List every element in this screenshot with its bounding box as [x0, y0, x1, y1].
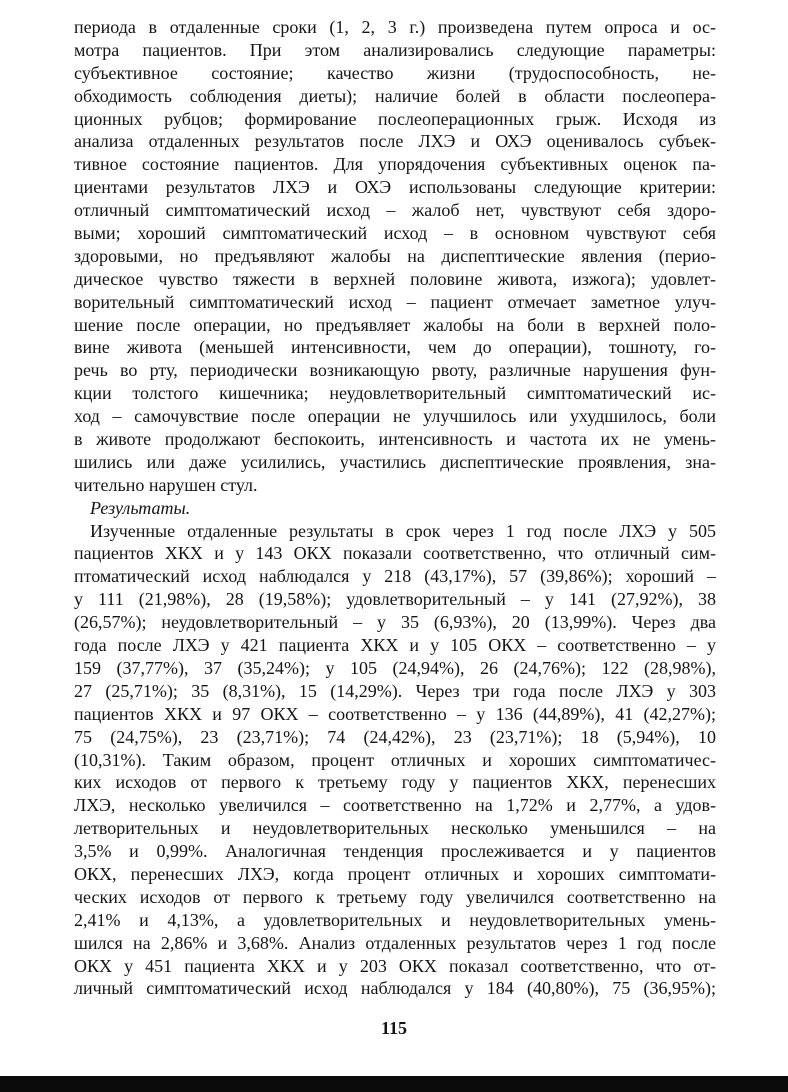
text-line: обходимость соблюдения диеты); наличие болей в области послеопера- [74, 85, 716, 106]
text-line: мотра пациентов. При этом анализировались следующие параметры: [74, 39, 716, 60]
text-line: личный симптоматический исход наблюдался у 184 (40,80%), 75 (36,95%); [74, 978, 716, 999]
text-line: вине живота (меньшей интенсивности, чем до операции), тошноту, го- [74, 337, 716, 358]
text-line: ОКХ у 451 пациента ХКХ и у 203 ОКХ показал соответственно, что от- [74, 955, 716, 976]
scan-edge-bar [0, 1076, 788, 1092]
text-line: птоматический исход наблюдался у 218 (43,17%), 57 (39,86%); хороший – [74, 566, 716, 587]
text-line: шение после операции, но предъявляет жалобы на боли в верхней поло- [74, 314, 716, 335]
text-line: тивное состояние пациентов. Для упорядочения субъективных оценок па- [74, 154, 716, 175]
section-heading: Результаты. [90, 497, 191, 518]
text-line: в животе продолжают беспокоить, интенсивность и частота их не умень- [74, 429, 716, 450]
text-line: ческих исходов от первого к третьему году увеличился соответственно на [74, 886, 716, 907]
text-line: отличный симптоматический исход – жалоб нет, чувствуют себя здоро- [74, 200, 716, 221]
text-line: ОКХ, перенесших ЛХЭ, когда процент отличных и хороших симптомати- [74, 863, 716, 884]
text-line: ционных рубцов; формирование послеоперационных грыж. Исходя из [74, 108, 716, 129]
text-line: субъективное состояние; качество жизни (трудоспособность, не- [74, 62, 716, 83]
text-line: выми; хороший симптоматический исход – в основном чувствуют себя [74, 223, 716, 244]
text-line: 3,5% и 0,99%. Аналогичная тенденция прослеживается и у пациентов [74, 841, 716, 862]
text-line: ворительный симптоматический исход – пациент отмечает заметное улуч- [74, 291, 716, 312]
text-line: Изученные отдаленные результаты в срок через 1 год после ЛХЭ у 505 [90, 520, 716, 541]
text-line: речь во рту, периодически возникающую рвоту, различные нарушения фун- [74, 360, 716, 381]
page-number: 115 [380, 1018, 407, 1038]
text-line: анализа отдаленных результатов после ЛХЭ и ОХЭ оценивалось субъек- [74, 131, 716, 152]
text-line: (26,57%); неудовлетворительный – у 35 (6,93%), 20 (13,99%). Через два [74, 612, 716, 633]
text-line: ЛХЭ, несколько увеличился – соответственно на 1,72% и 2,77%, а удов- [74, 795, 716, 816]
text-line: пациентов ХКХ и у 143 ОКХ показали соответственно, что отличный сим- [74, 543, 716, 564]
text-line: 27 (25,71%); 35 (8,31%), 15 (14,29%). Через три года после ЛХЭ у 303 [74, 680, 716, 701]
text-line: 75 (24,75%), 23 (23,71%); 74 (24,42%), 23 (23,71%); 18 (5,94%), 10 [74, 726, 716, 747]
page-body [74, 16, 716, 1000]
text-line: (10,31%). Таким образом, процент отличных и хороших симптоматичес- [74, 749, 716, 770]
text-line: ход – самочувствие после операции не улучшилось или ухудшилось, боли [74, 406, 716, 427]
text-line: кции толстого кишечника; неудовлетворительный симптоматический ис- [74, 383, 716, 404]
text-line: 159 (37,77%), 37 (35,24%); у 105 (24,94%), 26 (24,76%); 122 (28,98%), [74, 657, 716, 678]
results-text [74, 520, 716, 1001]
intro-text [74, 16, 716, 497]
text-line: периода в отдаленные сроки (1, 2, 3 г.) произведена путем опроса и ос- [74, 17, 716, 37]
text-line: здоровыми, но предъявляют жалобы на диспептические явления (перио- [74, 245, 716, 266]
text-line: шился на 2,86% и 3,68%. Анализ отдаленных результатов через 1 год после [74, 932, 716, 953]
text-line: 2,41% и 4,13%, а удовлетворительных и неудовлетворительных умень- [74, 909, 716, 930]
text-line: пациентов ХКХ и 97 ОКХ – соответственно – у 136 (44,89%), 41 (42,27%); [74, 703, 716, 724]
text-line: ких исходов от первого к третьему году у пациентов ХКХ, перенесших [74, 772, 716, 793]
text-line: года после ЛХЭ у 421 пациента ХКХ и у 105 ОКХ – соответственно – у [74, 635, 716, 656]
text-line: летворительных и неудовлетворительных несколько уменьшился – на [74, 818, 716, 839]
text-line: дическое чувство тяжести в верхней половине живота, изжога); удовлет- [74, 268, 716, 289]
text-line: чительно нарушен стул. [74, 474, 258, 495]
text-line: циентами результатов ЛХЭ и ОХЭ использованы следующие критерии: [74, 177, 716, 198]
text-line: шились или даже усилились, участились диспептические проявления, зна- [74, 451, 716, 472]
text-line: у 111 (21,98%), 28 (19,58%); удовлетворительный – у 141 (27,92%), 38 [74, 589, 716, 610]
